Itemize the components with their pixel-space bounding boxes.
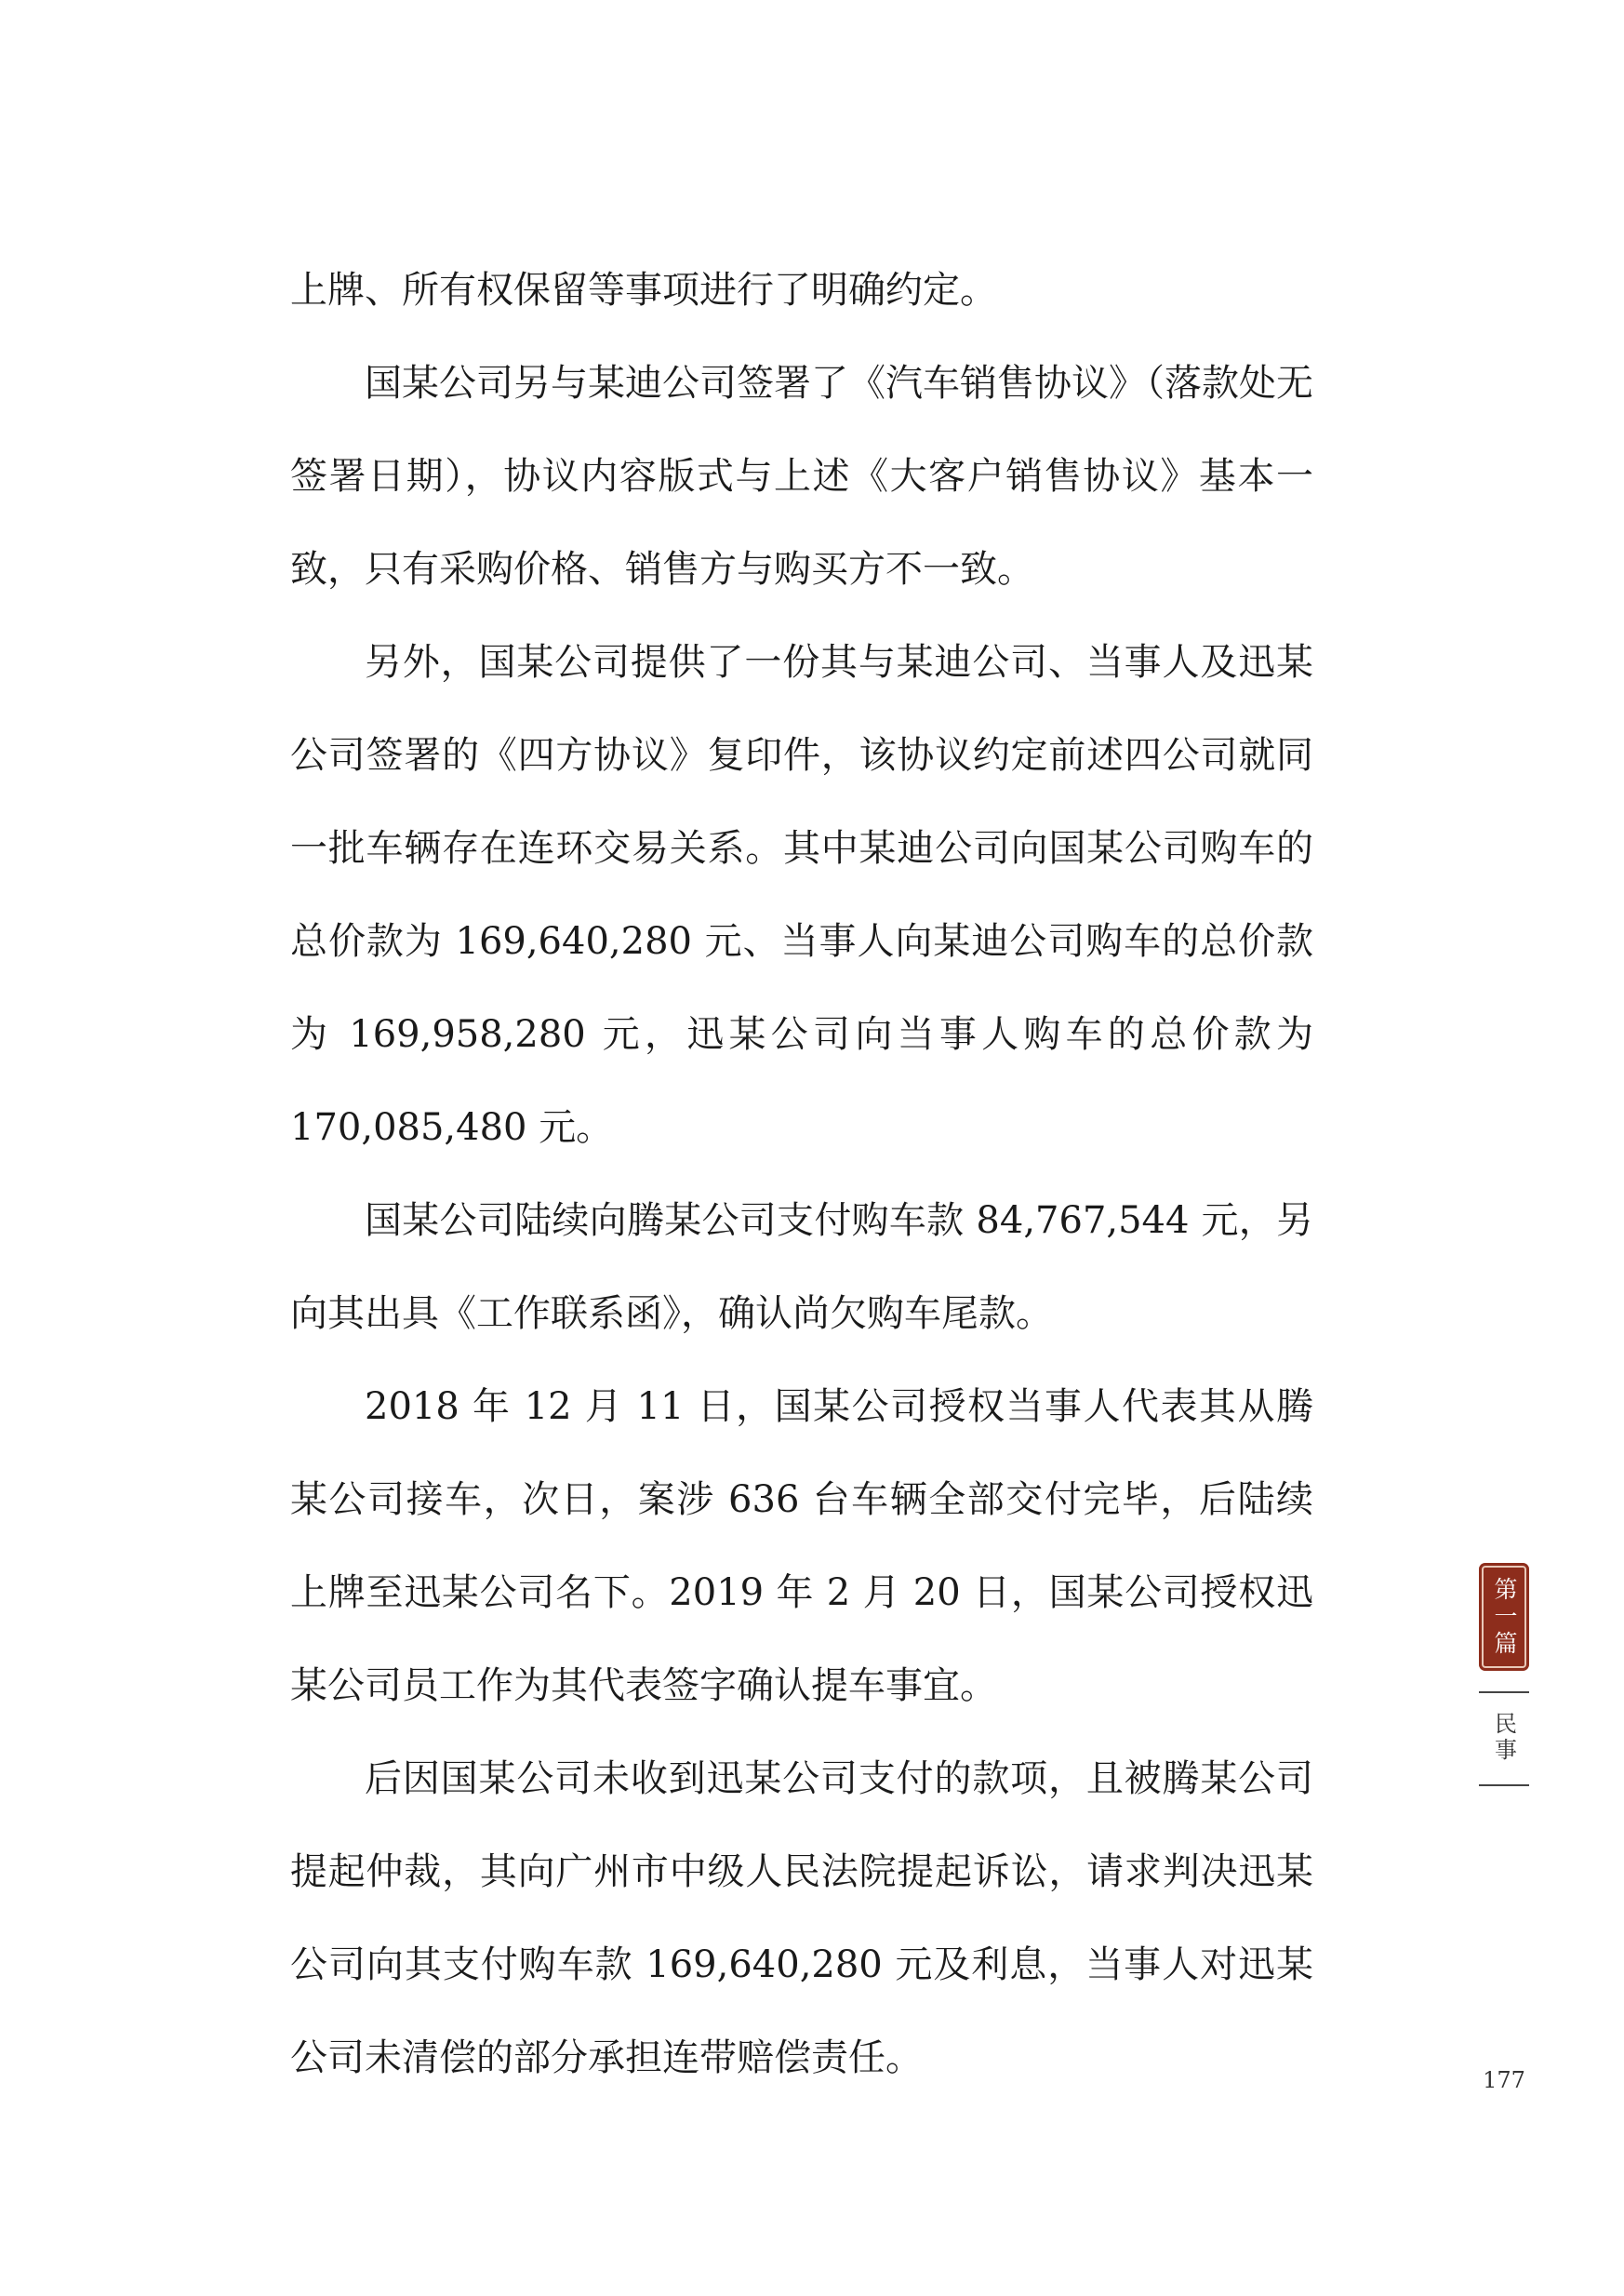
section-rule-bottom <box>1479 1784 1529 1786</box>
page-number: 177 <box>1483 2067 1525 2093</box>
paragraph: 后因国某公司未收到迅某公司支付的款项，且被腾某公司提起仲裁，其向广州市中级人民法院提起诉讼，请求判决迅某公司向其支付购车款 169,640,280 元及利息，当事人对迅某公司未清偿的部分承担连带赔偿责任。 <box>290 1757 1313 2079</box>
section-label: 民事 <box>1490 1712 1517 1764</box>
paragraph: 国某公司另与某迪公司签署了《汽车销售协议》（落款处无签署日期），协议内容版式与上述《大客户销售协议》基本一致，只有采购价格、销售方与购买方不一致。 <box>290 362 1313 591</box>
paragraph: 另外，国某公司提供了一份其与某迪公司、当事人及迅某公司签署的《四方协议》复印件，该协议约定前述四公司就同一批车辆存在连环交易关系。其中某迪公司向国某公司购车的总价款为 169,640,280 元、当事人向某迪公司购车的总价款为 169,958,280 元，迅某公司向当事人购车的总价款为 170,085,480 元。 <box>290 641 1313 1149</box>
section-tab: 第一篇 <box>1479 1563 1529 1671</box>
section-rule-top <box>1479 1691 1529 1693</box>
page-body <box>290 244 1313 2104</box>
paragraph-continued: 上牌、所有权保留等事项进行了明确约定。 <box>290 269 997 312</box>
paragraph: 2018 年 12 月 11 日，国某公司授权当事人代表其从腾某公司接车，次日，案涉 636 台车辆全部交付完毕，后陆续上牌至迅某公司名下。2019 年 2 月 20 日，国某公司授权迅某公司员工作为其代表签字确认提车事宜。 <box>290 1385 1313 1707</box>
paragraph: 国某公司陆续向腾某公司支付购车款 84,767,544 元，另向其出具《工作联系函》，确认尚欠购车尾款。 <box>290 1199 1313 1335</box>
